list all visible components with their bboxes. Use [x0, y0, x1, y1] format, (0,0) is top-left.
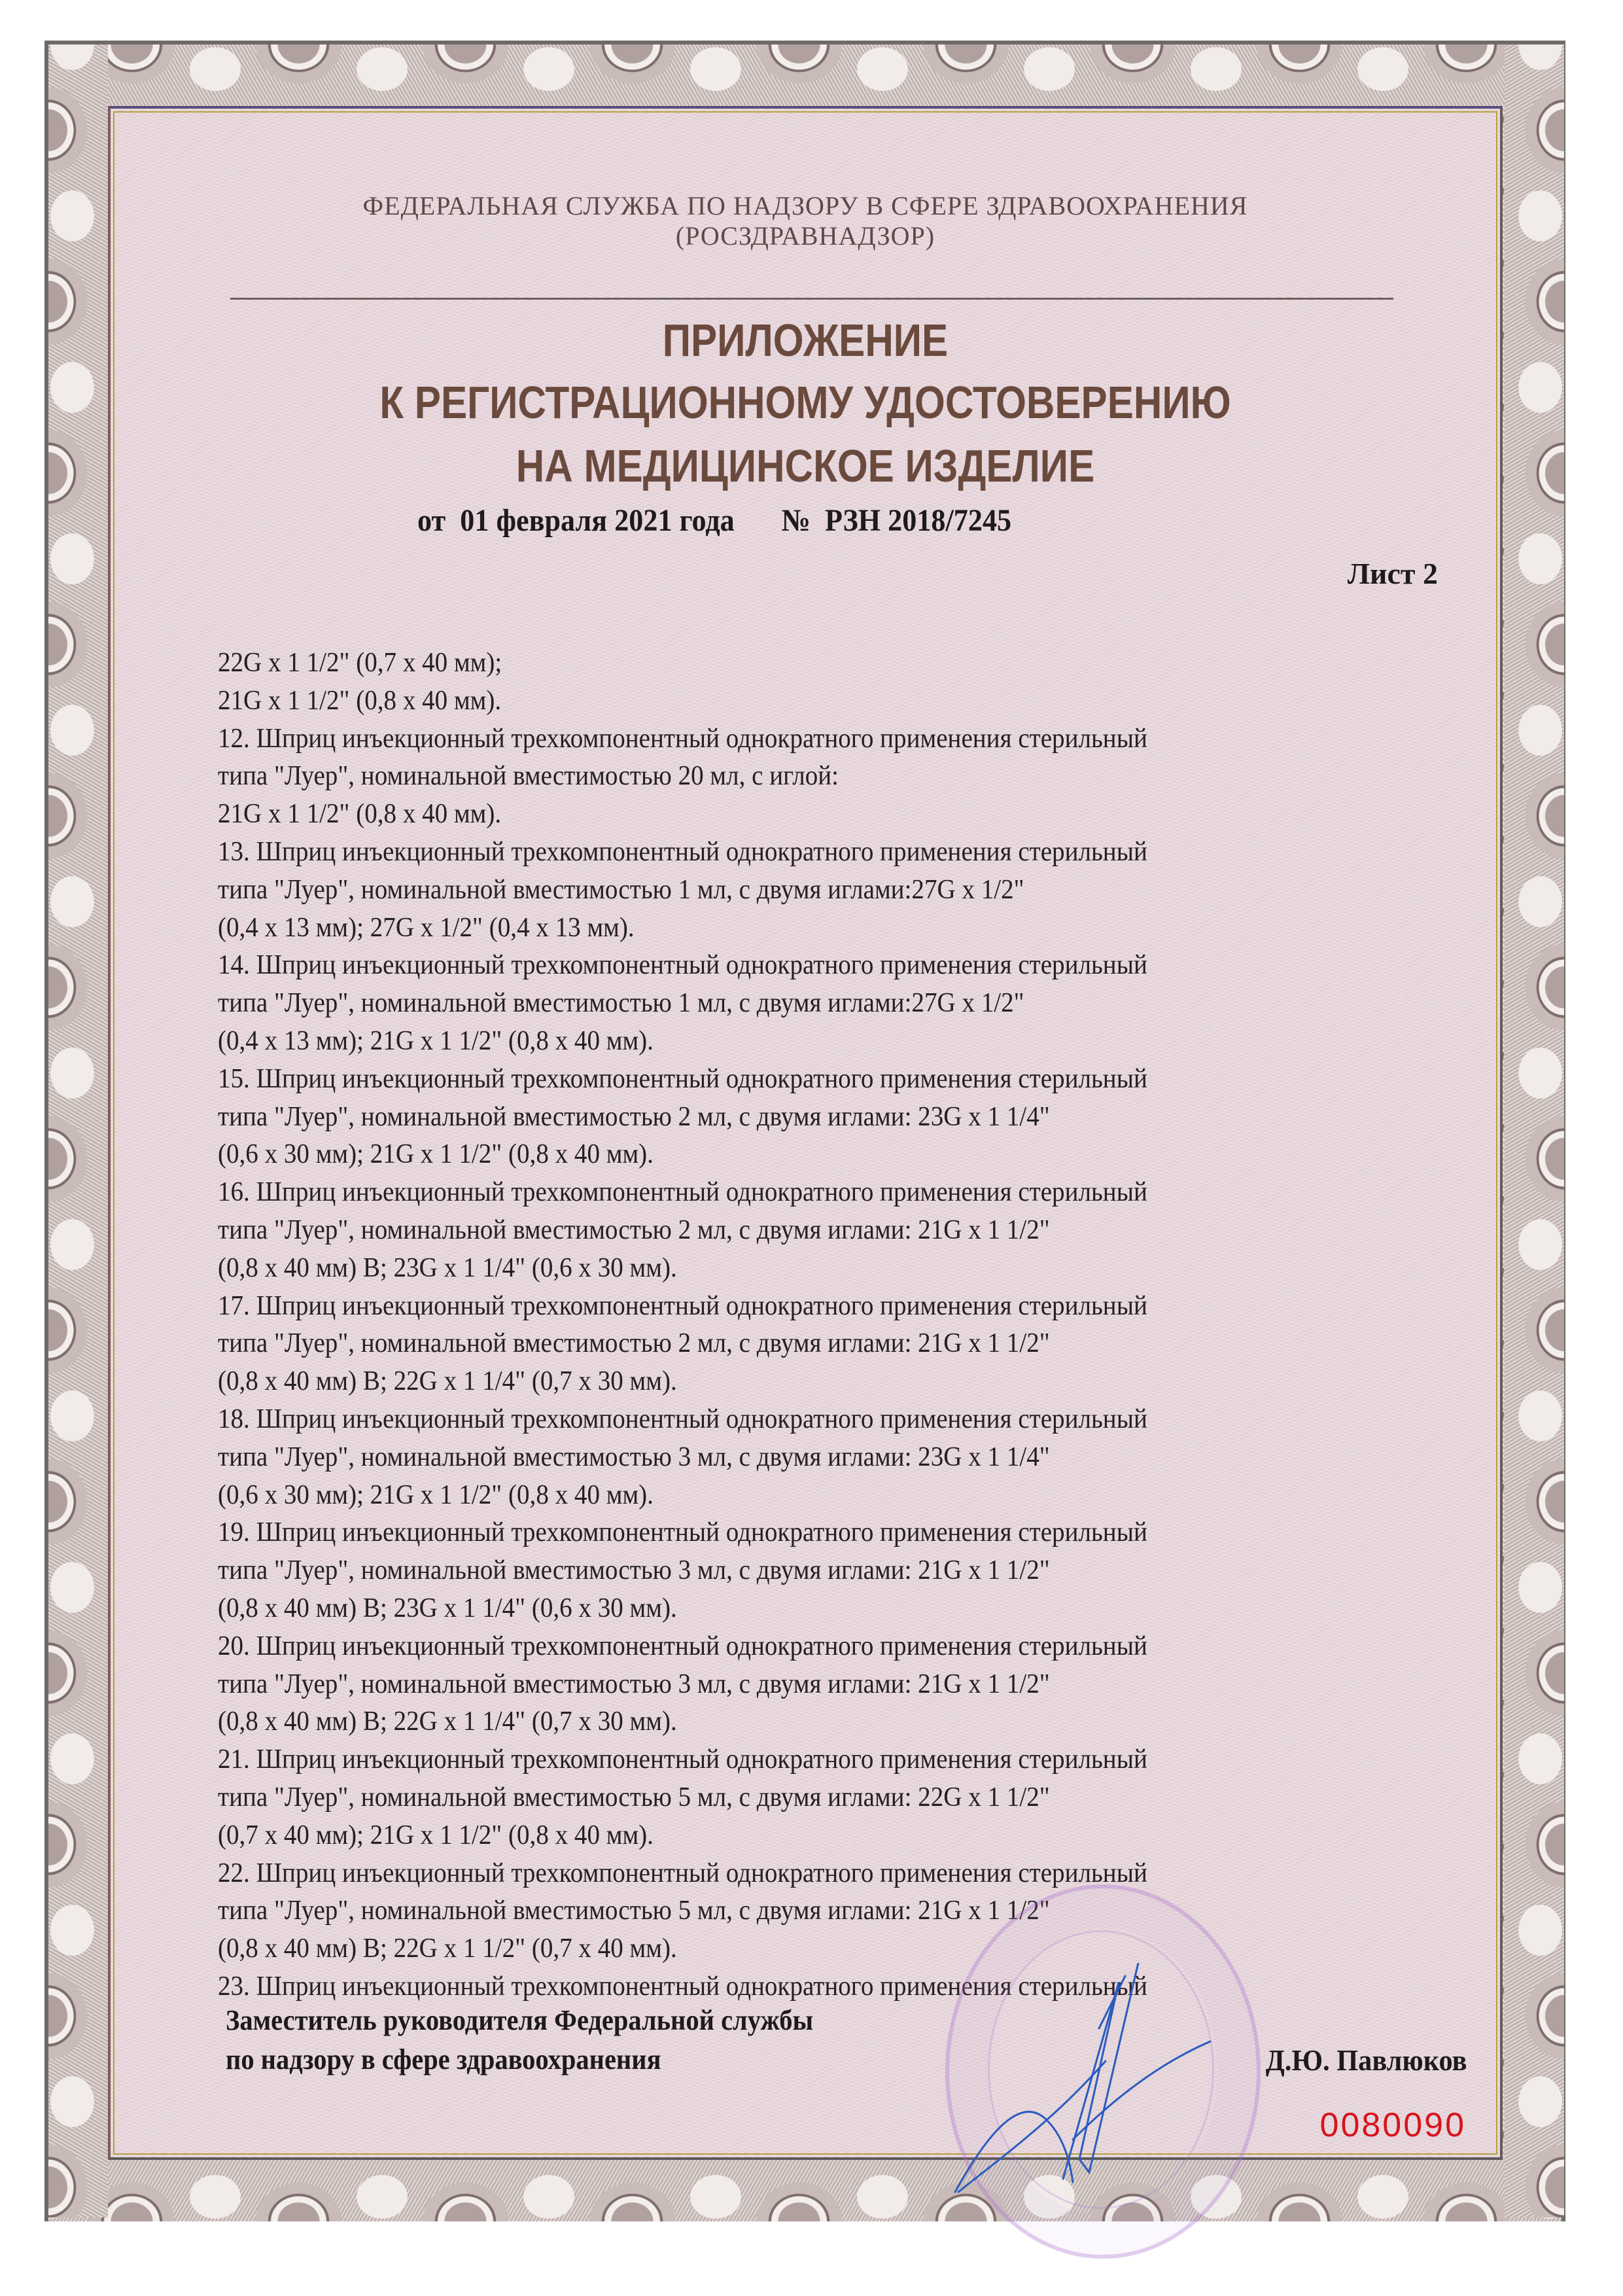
body-line: 21. Шприц инъекционный трехкомпонентный однократного применения стерильный — [218, 1744, 1147, 1775]
body-line: (0,8 x 40 мм) B; 23G x 1 1/4" (0,6 x 30 мм). — [218, 1593, 677, 1623]
signer-name: Д.Ю. Павлюков — [1266, 2043, 1467, 2077]
body-line: типа "Луер", номинальной вместимостью 2 мл, с двумя иглами: 23G x 1 1/4" — [218, 1101, 1050, 1132]
body-line: (0,6 x 30 мм); 21G x 1 1/2" (0,8 x 40 мм). — [218, 1139, 654, 1170]
body-line: типа "Луер", номинальной вместимостью 3 мл, с двумя иглами: 21G x 1 1/2" — [218, 1669, 1050, 1699]
body-line: 22G x 1 1/2" (0,7 x 40 мм); — [218, 648, 502, 678]
agency-name: ФЕДЕРАЛЬНАЯ СЛУЖБА ПО НАДЗОРУ В СФЕРЕ ЗДРАВООХРАНЕНИЯ — [362, 191, 1248, 221]
body-line: 13. Шприц инъекционный трехкомпонентный однократного применения стерильный — [218, 836, 1147, 867]
document-title-line-1: ПРИЛОЖЕНИЕ — [662, 315, 949, 366]
body-line: 17. Шприц инъекционный трехкомпонентный однократного применения стерильный — [218, 1290, 1147, 1321]
date-number-line — [417, 503, 1011, 539]
body-line: 22. Шприц инъекционный трехкомпонентный однократного применения стерильный — [218, 1858, 1147, 1888]
registration-number: № РЗН 2018/7245 — [781, 503, 1012, 538]
guilloche-border-left — [48, 44, 108, 2217]
issue-date: от 01 февраля 2021 года — [417, 503, 735, 538]
guilloche-border-right — [1505, 44, 1564, 2217]
body-line: типа "Луер", номинальной вместимостью 5 мл, с двумя иглами: 21G x 1 1/2" — [218, 1896, 1050, 1926]
body-line: 12. Шприц инъекционный трехкомпонентный однократного применения стерильный — [218, 723, 1147, 754]
document-body — [218, 645, 1441, 2006]
body-line: типа "Луер", номинальной вместимостью 1 мл, с двумя иглами:27G x 1/2" — [218, 988, 1024, 1019]
body-line: типа "Луер", номинальной вместимостью 3 мл, с двумя иглами: 21G x 1 1/2" — [218, 1555, 1050, 1586]
body-line: 18. Шприц инъекционный трехкомпонентный однократного применения стерильный — [218, 1404, 1147, 1434]
sheet-number: Лист 2 — [1347, 557, 1438, 590]
body-line: 14. Шприц инъекционный трехкомпонентный однократного применения стерильный — [218, 950, 1147, 981]
body-line: (0,4 x 13 мм); 27G x 1/2" (0,4 x 13 мм). — [218, 912, 635, 943]
body-line: типа "Луер", номинальной вместимостью 5 мл, с двумя иглами: 22G x 1 1/2" — [218, 1782, 1050, 1812]
body-line: типа "Луер", номинальной вместимостью 2 мл, с двумя иглами: 21G x 1 1/2" — [218, 1328, 1050, 1359]
form-serial-number: 0080090 — [1319, 2106, 1466, 2144]
body-line: типа "Луер", номинальной вместимостью 3 мл, с двумя иглами: 23G x 1 1/4" — [218, 1441, 1050, 1472]
signer-position-line-1: Заместитель руководителя Федеральной службы — [226, 2004, 814, 2036]
body-line: 21G x 1 1/2" (0,8 x 40 мм). — [218, 685, 502, 716]
body-line: 20. Шприц инъекционный трехкомпонентный однократного применения стерильный — [218, 1631, 1147, 1661]
body-line: (0,6 x 30 мм); 21G x 1 1/2" (0,8 x 40 мм). — [218, 1479, 654, 1510]
body-line: (0,8 x 40 мм) B; 22G x 1 1/4" (0,7 x 30 мм). — [218, 1366, 677, 1397]
body-line: (0,8 x 40 мм) B; 22G x 1 1/4" (0,7 x 30 мм). — [218, 1706, 677, 1737]
body-line: (0,8 x 40 мм) B; 23G x 1 1/4" (0,6 x 30 мм). — [218, 1252, 677, 1283]
body-line: 23. Шприц инъекционный трехкомпонентный однократного применения стерильный — [218, 1971, 1147, 2002]
handwritten-signature — [949, 1963, 1223, 2199]
body-line: типа "Луер", номинальной вместимостью 20 мл, с иглой: — [218, 761, 839, 792]
body-line: типа "Луер", номинальной вместимостью 1 мл, с двумя иглами:27G x 1/2" — [218, 874, 1024, 905]
body-line: 21G x 1 1/2" (0,8 x 40 мм). — [218, 799, 502, 830]
guilloche-border-top — [48, 44, 1562, 106]
body-line: 19. Шприц инъекционный трехкомпонентный однократного применения стерильный — [218, 1517, 1147, 1548]
body-line: (0,7 x 40 мм); 21G x 1 1/2" (0,8 x 40 мм). — [218, 1820, 654, 1850]
body-line: 16. Шприц инъекционный трехкомпонентный однократного применения стерильный — [218, 1177, 1147, 1208]
document-title-line-2: К РЕГИСТРАЦИОННОМУ УДОСТОВЕРЕНИЮ — [379, 377, 1231, 428]
header-divider — [230, 298, 1393, 300]
body-line: (0,4 x 13 мм); 21G x 1 1/2" (0,8 x 40 мм). — [218, 1025, 654, 1056]
body-line: 15. Шприц инъекционный трехкомпонентный однократного применения стерильный — [218, 1063, 1147, 1094]
body-line: (0,8 x 40 мм) B; 22G x 1 1/2" (0,7 x 40 мм). — [218, 1934, 677, 1964]
agency-abbreviation: (РОСЗДРАВНАДЗОР) — [675, 221, 935, 251]
document-title-line-3: НА МЕДИЦИНСКОЕ ИЗДЕЛИЕ — [515, 440, 1095, 491]
guilloche-border-bottom — [48, 2160, 1562, 2221]
signer-position-line-2: по надзору в сфере здравоохранения — [226, 2043, 661, 2075]
body-line: типа "Луер", номинальной вместимостью 2 мл, с двумя иглами: 21G x 1 1/2" — [218, 1214, 1050, 1245]
